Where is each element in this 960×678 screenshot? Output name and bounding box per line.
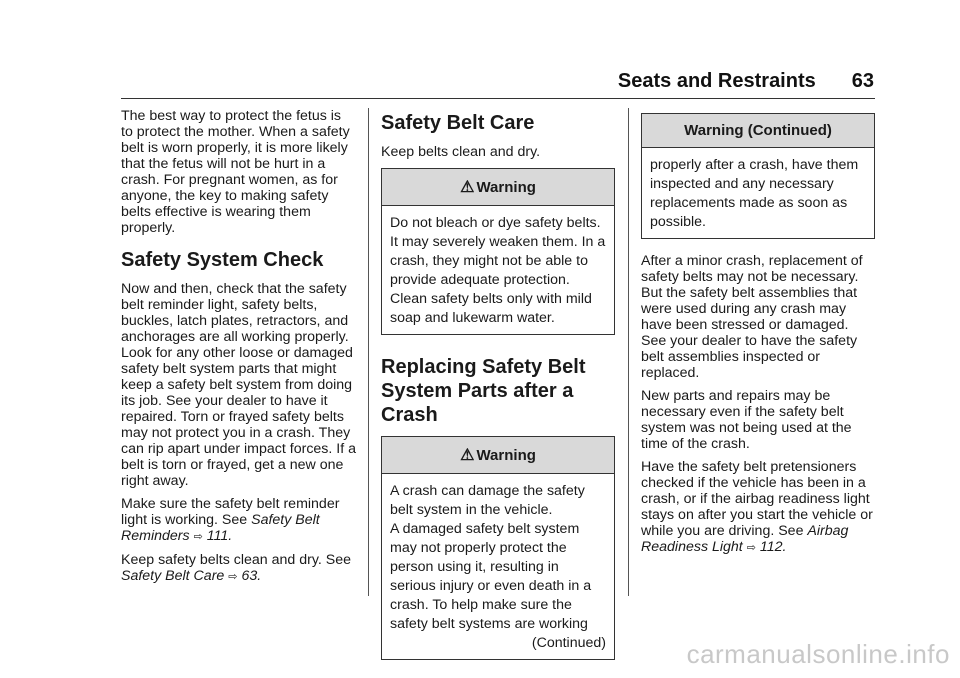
- paragraph-keep-belts: Keep belts clean and dry.: [381, 144, 541, 160]
- link-safety-belt-care[interactable]: Safety Belt Care: [121, 568, 225, 584]
- warning-box-continued: [641, 113, 875, 239]
- column-divider: [628, 108, 629, 596]
- heading-safety-system-check: Safety System Check: [121, 249, 324, 271]
- paragraph-new-parts: New parts and repairs may be necessary even if the safety belt system was not being used at the time of the crash.: [641, 388, 852, 452]
- page-ref-arrow-icon: ⇨: [193, 531, 203, 543]
- warning-box-body: Do not bleach or dye safety belts. It may severely weaken them. In a crash, they might not be able to provide adequate protection. Clean safety belts only with mild soap and lukewarm water.: [390, 215, 606, 326]
- warning-box-title: Warning (Continued): [642, 114, 874, 148]
- link-safety-belt-reminders[interactable]: Safety Belt Reminders: [121, 512, 320, 544]
- page-ref-63[interactable]: 63.: [241, 568, 262, 584]
- watermark: carmanualsonline.info: [686, 639, 950, 669]
- column-divider: [368, 108, 369, 596]
- warning-box-body: properly after a crash, have them inspected and any necessary replacements made as soon as possible.: [650, 157, 859, 230]
- section-title: Seats and Restraints: [617, 70, 816, 92]
- continued-label: (Continued): [531, 635, 606, 651]
- paragraph-reminder: Make sure the safety belt reminder light is working. See Safety Belt Reminders ⇨ 111.: [121, 496, 340, 544]
- paragraph-pretensioners: Have the safety belt pretensioners checked if the vehicle has been in a crash, or if the airbag readiness light stays on after you start the vehicle or while you are driving. See Airbag Readiness Light ⇨ 112.: [641, 459, 873, 555]
- header-rule: [121, 98, 875, 99]
- paragraph-fetus: The best way to protect the fetus is to protect the mother. When a safety belt is worn properly, it is more likely that the fetus will not be hurt in a crash. For pregnant women, as for anyone, the key to making safety belts effective is wearing them properly.: [121, 108, 350, 236]
- heading-safety-belt-care: Safety Belt Care: [381, 112, 535, 134]
- page-ref-arrow-icon: ⇨: [746, 542, 756, 554]
- warning-box-body: A crash can damage the safety belt system in the vehicle. A damaged safety belt system may not properly protect the person using it, resulting in serious injury or even death in a crash. To help make sure the safety belt systems are working (Continued): [390, 483, 606, 651]
- page-ref-arrow-icon: ⇨: [228, 571, 238, 583]
- page-number: 63: [851, 70, 874, 92]
- warning-triangle-icon: ⚠: [460, 447, 475, 464]
- column-3: [641, 108, 875, 563]
- warning-triangle-icon: ⚠: [460, 179, 475, 196]
- paragraph-keep-clean: Keep safety belts clean and dry. See Safety Belt Care ⇨ 63.: [121, 552, 352, 584]
- page-ref-112[interactable]: 112.: [759, 539, 787, 555]
- warning-box-title: ⚠ Warning: [382, 437, 614, 474]
- paragraph-minor-crash: After a minor crash, replacement of safety belts may not be necessary. But the safety belt assemblies that were used during any crash may have been stressed or damaged. See your dealer to have the safety belt assemblies inspected or replaced.: [641, 253, 863, 381]
- warning-box-crash: [381, 436, 615, 660]
- warning-box-title: ⚠ Warning: [382, 169, 614, 206]
- warning-box-bleach: [381, 168, 615, 335]
- paragraph-check: Now and then, check that the safety belt reminder light, safety belts, buckles, latch plates, retractors, and anchorages are all working properly. Look for any other loose or damaged safety belt system parts that might keep a safety belt system from doing its job. See your dealer to have it repaired. Torn or frayed safety belts may not protect you in a crash. They can rip apart under impact forces. If a belt is torn or frayed, get a new one right away.: [121, 281, 356, 489]
- link-airbag-readiness-light[interactable]: Airbag Readiness Light: [641, 523, 849, 555]
- heading-replacing-parts: Replacing Safety Belt System Parts after a Crash: [381, 356, 586, 426]
- column-2: [381, 108, 615, 668]
- page-ref-111[interactable]: 111.: [206, 528, 233, 544]
- column-1: [121, 108, 356, 592]
- page-header: [618, 70, 874, 93]
